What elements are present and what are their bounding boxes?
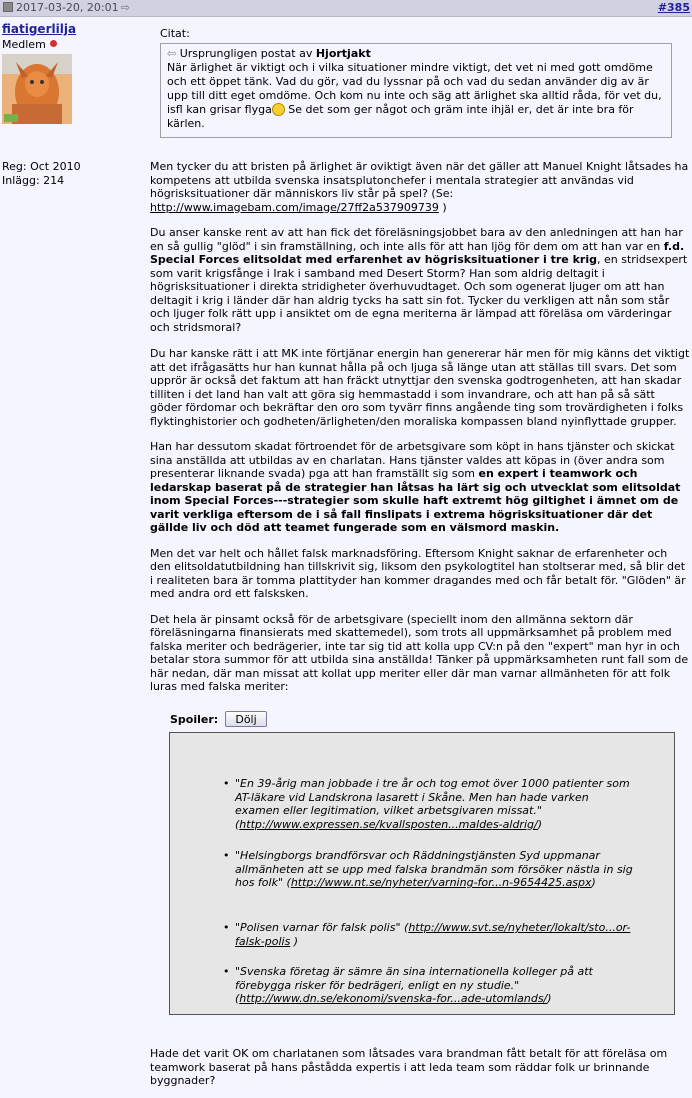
svt-link[interactable]: http://www.svt.se/nyheter/lokalt/sto...or-falsk-polis	[235, 921, 631, 948]
paragraph-6: Det hela är pinsamt också för de arbetsgivare (speciellt inom den allmänna sektorn där föreläsningarna finansierats med skattemedel), som trots all uppmärksamhet på problem med falska meriter och bedrägerier, inte tar sig tid att kolla upp CV:n på den "expert" man hyr in och betalar stora summor för att utbilda sina anställda! Tänker på uppmärksamheten runt fall som de här nedan, där man missat att kollat upp meriter eller där man varnar allmänheten för att folk luras med falska meriter:	[150, 612, 689, 693]
list-item	[235, 777, 635, 831]
list-item-end: )	[591, 876, 596, 889]
p2-bold: f.d. Special Forces elitsoldat med erfarenhet av högrisksituationer i tre krig	[150, 239, 685, 266]
spoiler-box	[169, 732, 675, 1015]
user-sidebar	[0, 17, 145, 1098]
user-stats	[2, 160, 81, 188]
list-item-text: "Svenska företag är sämre än sina internationella kolleger på att förebygga risker för bedrägeri, enligt en ny studie." (	[235, 965, 593, 1005]
p4-text-a: Han har dessutom skadat förtroendet för de arbetsgivare som köpt in hans tjänster och skickat sina anställda att utbildas av en charlatan. Hans tjänster valdes att köpas in (över andra som presenterar liknande svada) pga att han framställt sig som	[150, 440, 675, 480]
final-paragraph: Hade det varit OK om charlatanen som låtsades vara brandman fått betalt för att föreläsa om teamwork baserat på hans påstådda expertis i att leda team som räddar folk ur brinnande byggnader?	[150, 1047, 668, 1087]
post-header	[0, 0, 692, 17]
quote-prefix: Ursprungligen postat av	[179, 47, 313, 60]
reg-date: Reg: Oct 2010	[2, 160, 81, 173]
hide-spoiler-button[interactable]: Dölj	[225, 711, 267, 727]
p1-end: )	[438, 200, 447, 214]
quote-header	[167, 47, 665, 61]
paragraph-4	[150, 440, 690, 535]
post-number	[658, 1, 690, 14]
post-date	[3, 1, 130, 14]
quote-box	[160, 43, 672, 138]
expressen-link[interactable]: http://www.expressen.se/kvallsposten...maldes-aldrig/	[239, 817, 538, 831]
list-item-text: "Polisen varnar för falsk polis" (	[235, 921, 409, 934]
laughing-smiley-icon	[272, 103, 285, 116]
user-title	[2, 38, 57, 51]
list-item	[235, 849, 635, 890]
list-item-end: )	[547, 992, 552, 1005]
paragraph-5: Men det var helt och hållet falsk marknadsföring. Eftersom Knight saknar de erfarenheter och den elitsoldatutbildning han tillskrivit sig, liksom den psykologtitel han stoltserar med, så blir det i realiteten bara är tomma plattityder han kommer dragandes med och får betalt för. "Glöden" är med andra ord ett falsksken.	[150, 546, 686, 600]
quote-label: Citat:	[160, 27, 190, 40]
quote-text	[167, 61, 665, 131]
post-count: Inlägg: 214	[2, 174, 65, 187]
imagebam-link[interactable]: http://www.imagebam.com/image/27ff2a537909739	[150, 200, 439, 214]
quote-author: Hjortjakt	[315, 47, 371, 60]
arrow-right-icon: ⇨	[120, 1, 130, 14]
paragraph-2	[150, 226, 690, 334]
paragraph-1	[150, 160, 690, 214]
p4-bold: en expert i teamwork och ledarskap baserat på de strategier han låtsas ha lärt sig och utvecklat som elitsoldat inom Special Forces---strategier som skulle haft extremt hög giltighet i ämnet om de varit verkliga eftersom de i så fall finslipats i extrema högrisksituationer där det gällde liv och död att teamet fungerade som en välsmord maskin.	[150, 467, 681, 534]
nt-link[interactable]: http://www.nt.se/nyheter/varning-for...n-9654425.aspx	[290, 876, 592, 889]
user-title-text: Medlem	[2, 38, 46, 51]
p2-text-b: , en stridsexpert som varit krigsfånge i Irak i samband med Desert Storm? Han som aldrig deltagit i högrisksituationer i direkta stridigheter överhuvudtaget. Och som ogenerat ljuger om att han deltagit i krig i länder där han aldrig tycks ha satt sin fot. Tycker du verkligen att nån som står och ljuger folk rätt upp i ansiktet om de egna meriterna är lämpad att föreläsa om värderingar och stridsmoral?	[150, 253, 688, 334]
quote-text-part2: Se det som ger något och gräm inte ihjäl er, det är inte bra för kärlen.	[167, 103, 634, 130]
avatar[interactable]	[2, 54, 72, 124]
post-body	[145, 17, 692, 1098]
username-link[interactable]: fiatigerlilja	[2, 22, 77, 36]
avatar-image	[2, 54, 72, 124]
offline-status-icon	[50, 40, 57, 47]
post-number-link[interactable]: #385	[657, 1, 690, 14]
list-item-end: )	[537, 817, 542, 831]
list-item-end: )	[290, 934, 299, 948]
dn-link[interactable]: http://www.dn.se/ekonomi/svenska-for...ade-utomlands/	[239, 992, 548, 1005]
list-item-text: "En 39-årig man jobbade i tre år och tog emot över 1000 patienter som AT-läkare vid Landskrona lasarett i Skåne. Men han hade varken examen eller legitimation, vilket arbetsgivaren missat." (	[235, 777, 630, 831]
list-item-text: "Helsingborgs brandförsvar och Räddningstjänsten Syd uppmanar allmänheten att se upp med falska brandmän som försöker nästla in sig hos folk" (	[235, 849, 633, 889]
p2-text-a: Du anser kanske rent av att han fick det föreläsningsjobbet bara av den anledningen att han har en så gullig "glöd" i sin framställning, och inte alls för att han ljög för dem om att han var en	[150, 226, 683, 253]
back-arrow-icon[interactable]: ⇦	[167, 47, 177, 60]
post-content	[150, 160, 690, 706]
post-date-text: 2017-03-20, 20:01	[16, 1, 119, 14]
quote-text-part1: När ärlighet är viktigt och i vilka situationer mindre viktigt, det vet ni med gott omdöme och ett öppet tänk. Vad du gör, vad du lyssnar på och vad du sedan använder dig av är upp till ditt eget omdöme. Och kom nu inte och säg att ärlighet ska alltid råda, för vet du, isfl kan grisar flyga	[167, 61, 662, 116]
list-item	[235, 921, 635, 948]
list-item	[235, 965, 635, 1006]
paragraph-3: Du har kanske rätt i att MK inte förtjänar energin han genererar här men för mig känns det viktigt att det ifrågasätts hur han kunnat hålla på och ljuga så länge utan att ställas till svars. Det som upprör är också det faktum att han fräckt utnyttjar den svenska godtrogenheten, att han skadar tilliten i det land han valt att göra sig hemmastadd i som invandrare, och att han på så sätt göder fördomar och bekräftar den oro som tyvärr finns angående ting som trovärdigheten i folks flyktinghistorier och godheten/ärligheten/den moraliska kompassen bland nyinflyttade grupper.	[150, 347, 690, 428]
post-icon	[3, 2, 13, 12]
spoiler-label: Spoiler:	[170, 713, 219, 726]
p1-text: Men tycker du att bristen på ärlighet är oviktigt även när det gäller att Manuel Knight låtsades ha kompetens att utbilda svenska insatsplutonchefer i mentala strategier att användas vid högrisksituationer där människors liv står på spel? (Se:	[150, 160, 689, 200]
